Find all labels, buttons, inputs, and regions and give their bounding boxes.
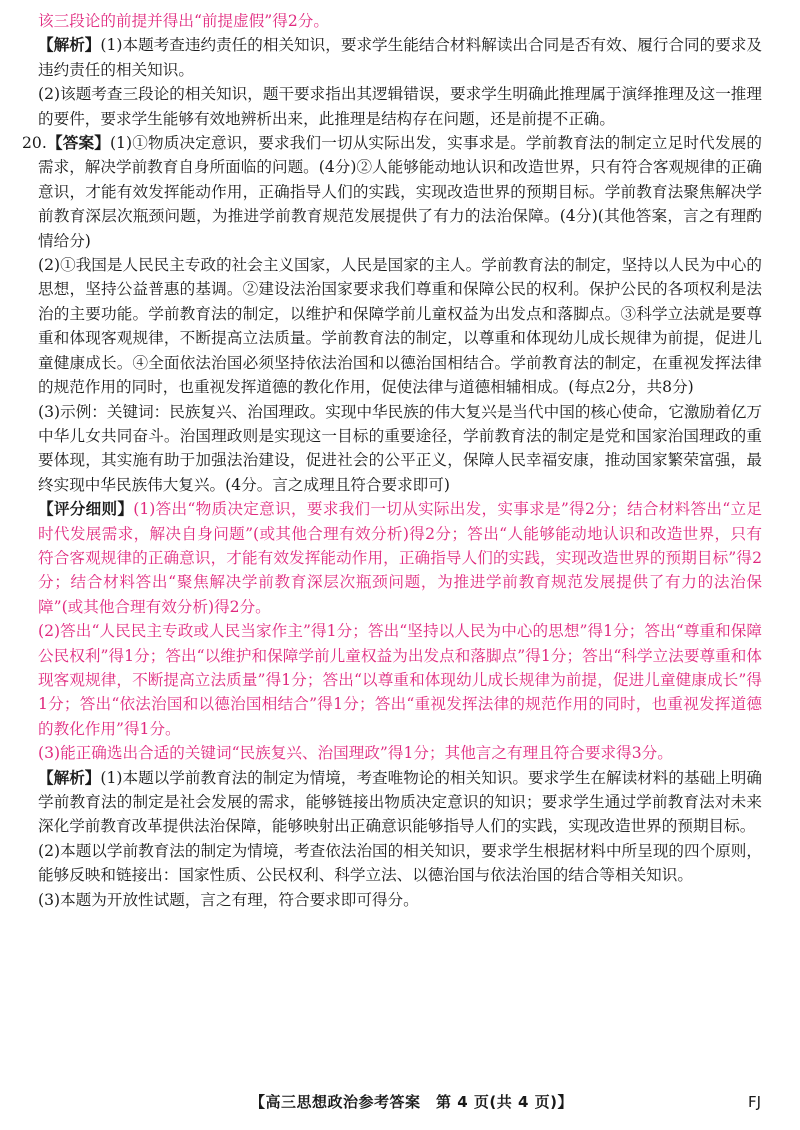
paragraph-text: (1)本题以学前教育法的制定为情境，考查唯物论的相关知识。要求学生在解读材料的基础上明确学前教育法的制定是社会发展的需求，能够链接出物质决定意识的知识；要求学生通过学前教育法对未来深化学前教育改革提供法治保障，能够映射出正确意识能够指导人们的实践，实现改造世界的预期目标。 <box>38 768 762 836</box>
q20-analysis-2 <box>38 839 762 888</box>
paragraph-text: (2)①我国是人民民主专政的社会主义国家，人民是国家的主人。学前教育法的制定，坚持以人民为中心的思想，坚持公益普惠的基调。②建设法治国家要求我们尊重和保障公民的权利。保护公民的各项权利是法治的主要功能。学前教育法的制定，以维护和保障学前儿童权益为出发点和落脚点。③科学立法就是要尊重和体现客观规律，不断提高立法质量。学前教育法的制定，以尊重和体现幼儿成长规律为前提，促进儿童健康成长。④全面依法治国必须坚持依法治国和以德治国相结合。学前教育法的制定，在重视发挥法律的规范作用的同时，也重视发挥道德的教化作用，促使法律与道德相辅相成。(每点2分，共8分) <box>38 256 762 397</box>
q20-analysis-1 <box>38 766 762 839</box>
footer-code: FJ <box>748 1093 762 1111</box>
scoring-label: 【评分细则】 <box>38 500 134 519</box>
q20-analysis-3 <box>38 888 762 912</box>
paragraph-text: (1)①物质决定意识，要求我们一切从实际出发，实事求是。学前教育法的制定立足时代发展的需求，解决学前教育自身所面临的问题。(4分)②人能够能动地认识和改造世界，只有符合客观规律的正确意识，才能有效发挥能动作用，正确指导人们的实践，实现改造世界的预期目标。学前教育法聚焦解决学前教育深层次瓶颈问题，为推进学前教育规范发展提供了有力的法治保障。(4分)(其他答案，言之有理酌情给分) <box>38 134 762 250</box>
q20-answer-2 <box>38 253 762 399</box>
q19-analysis-2 <box>38 82 762 131</box>
paragraph-text: (2)答出“人民民主专政或人民当家作主”得1分；答出“坚持以人民为中心的思想”得1分；答出“尊重和保障公民权利”得1分；答出“以维护和保障学前儿童权益为出发点和落脚点”得1分；答出“科学立法要尊重和体现客观规律，不断提高立法质量”得1分；答出“以尊重和体现幼儿成长规律为前提，促进儿童健康成长”得1分；答出“依法治国和以德治国相结合”得1分；答出“重视发挥法律的规范作用的同时，也重视发挥道德的教化作用”得1分。 <box>38 622 762 738</box>
question-number: 20. <box>22 134 47 153</box>
q20-answer-1 <box>22 131 762 253</box>
paragraph-text: 该三段论的前提并得出“前提虚假”得2分。 <box>38 12 329 30</box>
q20-scoring-3 <box>38 741 762 765</box>
q20-scoring-2 <box>38 619 762 741</box>
q20-scoring-1 <box>38 497 762 619</box>
answer-label: 【答案】 <box>46 134 110 153</box>
paragraph-text: (1)本题考查违约责任的相关知识，要求学生能结合材料解读出合同是否有效、履行合同的要求及违约责任的相关知识。 <box>38 36 762 79</box>
page-footer <box>0 1091 800 1113</box>
q19-analysis-1 <box>38 33 762 82</box>
paragraph-text: (2)本题以学前教育法的制定为情境，考查依法治国的相关知识，要求学生根据材料中所呈现的四个原则，能够反映和链接出：国家性质、公民权利、科学立法、以德治国与依法治国的结合等相关知识。 <box>38 841 762 885</box>
analysis-label: 【解析】 <box>38 768 101 787</box>
q19-scoring-tail <box>38 9 762 33</box>
paragraph-text: (3)能正确选出合适的关键词“民族复兴、治国理政”得1分；其他言之有理且符合要求得3分。 <box>38 744 673 763</box>
analysis-label: 【解析】 <box>38 36 101 55</box>
footer-title: 【高三思想政治参考答案 第 4 页(共 4 页)】 <box>250 1093 573 1111</box>
paragraph-text: (3)本题为开放性试题，言之有理，符合要求即可得分。 <box>38 890 419 909</box>
paragraph-text: (2)该题考查三段论的相关知识，题干要求指出其逻辑错误，要求学生明确此推理属于演绎推理及这一推理的要件，要求学生能够有效地辨析出来，此推理是结构存在问题，还是前提不正确。 <box>38 85 762 128</box>
paragraph-text: (1)答出“物质决定意识，要求我们一切从实际出发，实事求是”得2分；结合材料答出“立足时代发展需求，解决自身问题”(或其他合理有效分析)得2分；答出“人能够能动地认识和改造世界，只有符合客观规律的正确意识，才能有效发挥能动作用，正确指导人们的实践，实现改造世界的预期目标”得2分；结合材料答出“聚焦解决学前教育深层次瓶颈问题，为推进学前教育规范发展提供了有力的法治保障”(或其他合理有效分析)得2分。 <box>38 500 762 616</box>
q20-answer-3 <box>38 400 762 498</box>
paragraph-text: (3)示例：关键词：民族复兴、治国理政。实现中华民族的伟大复兴是当代中国的核心使命，它激励着亿万中华儿女共同奋斗。治国理政则是实现这一目标的重要途径，学前教育法的制定是党和国家治国理政的重要体现，其实施有助于加强法治建设，促进社会的公平正义，保障人民幸福安康，推动国家繁荣富强，最终实现中华民族伟大复兴。(4分。言之成理且符合要求即可) <box>38 402 762 494</box>
